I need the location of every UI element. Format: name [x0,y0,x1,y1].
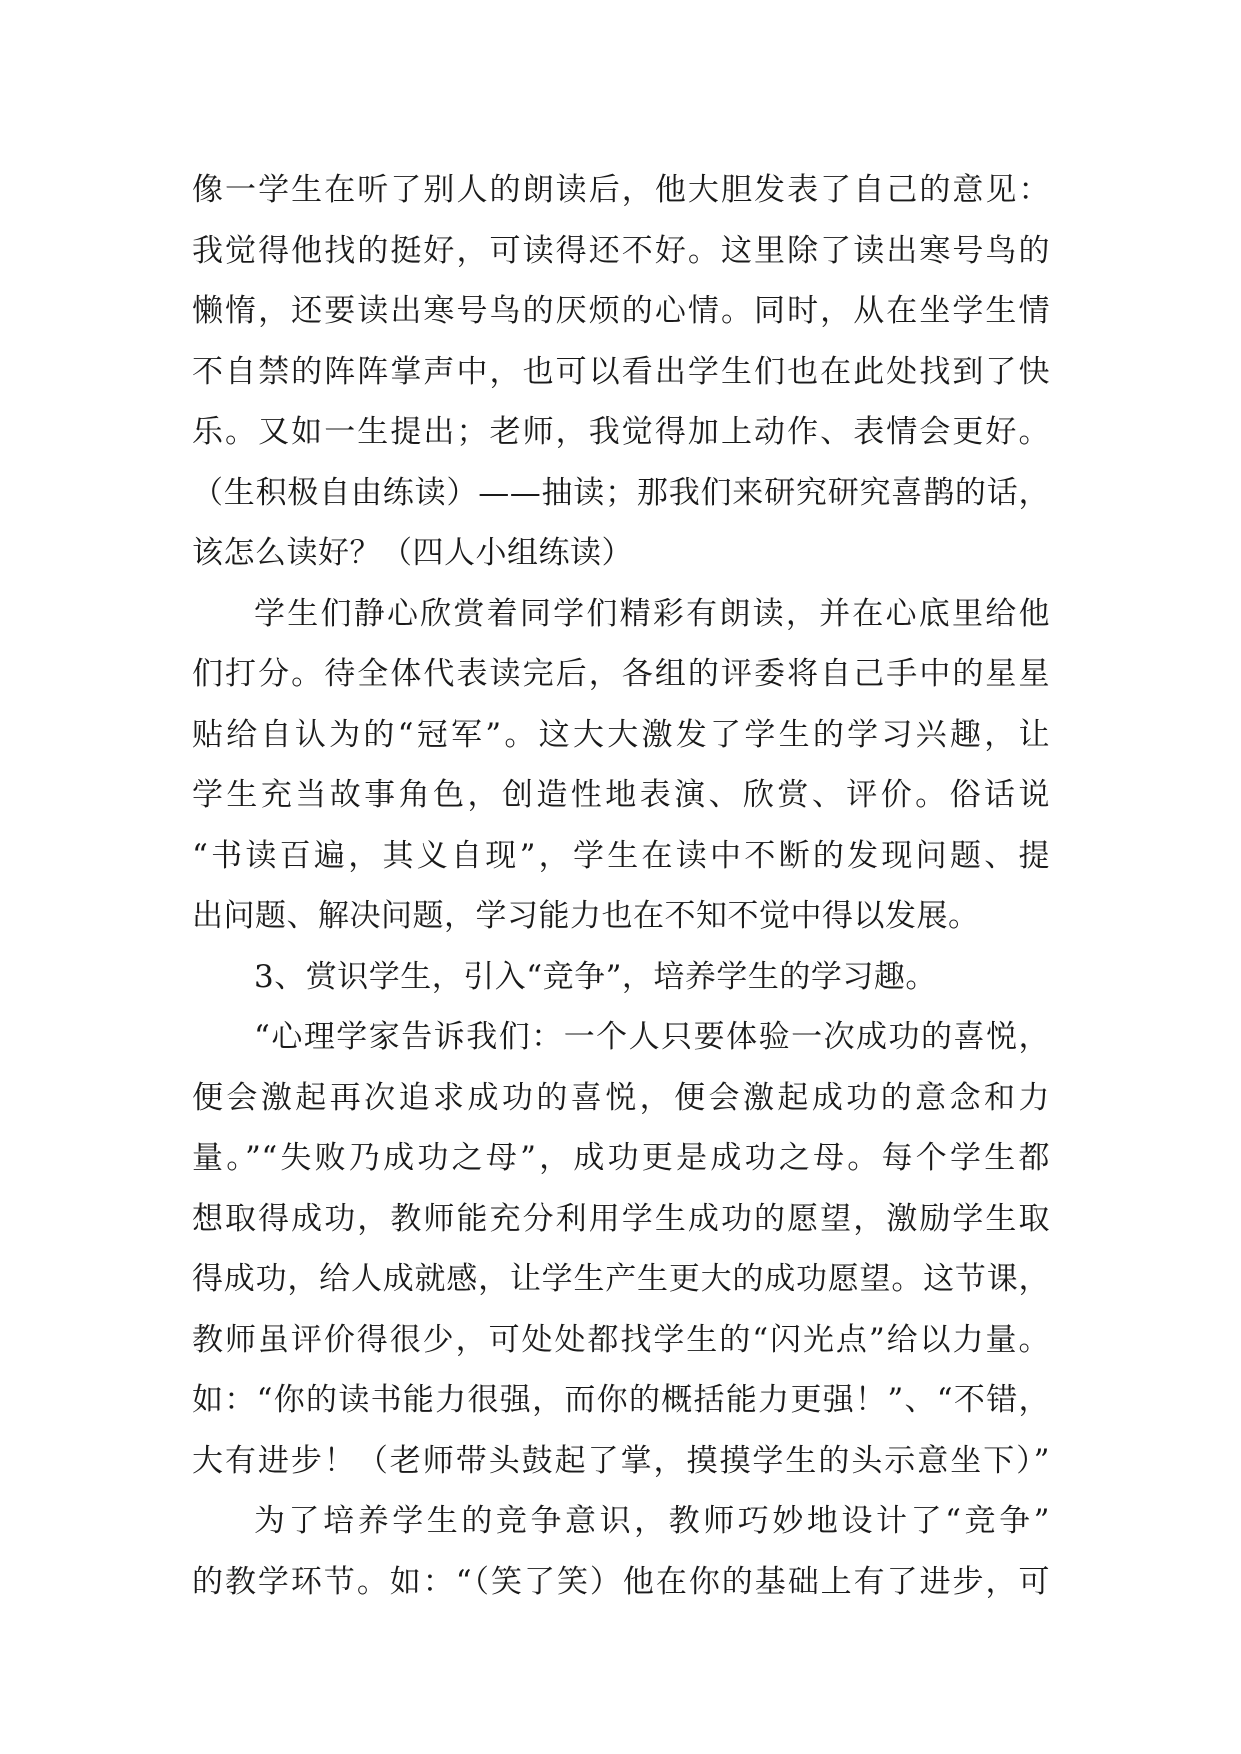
text-line: 便会激起再次追求成功的喜悦，便会激起成功的意念和力 [192,1079,1050,1116]
text-line: 学生充当故事角色，创造性地表演、欣赏、评价。俗话说 [192,777,1050,813]
text-line: 们打分。待全体代表读完后，各组的评委将自己手中的星星 [192,656,1050,692]
text-line: 得成功，给人成就感，让学生产生更大的成功愿望。这节课， [192,1261,1050,1297]
text-line: 出问题、解决问题，学习能力也在不知不觉中得以发展。 [192,898,980,934]
text-line: 贴给自认为的“冠军”。这大大激发了学生的学习兴趣，让 [192,716,1050,753]
paragraph-first-line: 学生们静心欣赏着同学们精彩有朗读，并在心底里给他 [254,595,1050,632]
text-line: 该怎么读好？（四人小组练读） [192,535,633,571]
text-line: “书读百遍，其义自现”，学生在读中不断的发现问题、提 [192,837,1050,874]
text-line: （生积极自由练读）——抽读；那我们来研究研究喜鹊的话， [192,474,1050,511]
paragraph-first-line: “心理学家告诉我们：一个人只要体验一次成功的喜悦， [254,1019,1050,1055]
text-line: 的教学环节。如：“（笑了笑）他在你的基础上有了进步，可 [192,1563,1050,1600]
text-line: 量。”“失败乃成功之母”，成功更是成功之母。每个学生都 [192,1140,1050,1176]
text-line: 不自禁的阵阵掌声中，也可以看出学生们也在此处找到了快 [192,353,1050,390]
text-line: 大有进步！（老师带头鼓起了掌，摸摸学生的头示意坐下）” [192,1442,1050,1479]
text-line: 像一学生在听了别人的朗读后，他大胆发表了自己的意见： [192,172,1050,208]
text-line: 如：“你的读书能力很强，而你的概括能力更强！”、“不错， [192,1382,1050,1418]
document-body [192,160,1050,1612]
text-line: 教师虽评价得很少，可处处都找学生的“闪光点”给以力量。 [192,1321,1050,1358]
text-line: 乐。又如一生提出；老师，我觉得加上动作、表情会更好。 [192,414,1050,450]
section-heading: 3、赏识学生，引入“竞争”，培养学生的学习趣。 [254,958,937,995]
text-line: 懒惰，还要读出寒号鸟的厌烦的心情。同时，从在坐学生情 [192,293,1050,329]
text-line: 想取得成功，教师能充分利用学生成功的愿望，激励学生取 [192,1200,1050,1237]
paragraph-first-line: 为了培养学生的竞争意识，教师巧妙地设计了“竞争” [254,1503,1050,1539]
text-line: 我觉得他找的挺好，可读得还不好。这里除了读出寒号鸟的 [192,232,1050,269]
